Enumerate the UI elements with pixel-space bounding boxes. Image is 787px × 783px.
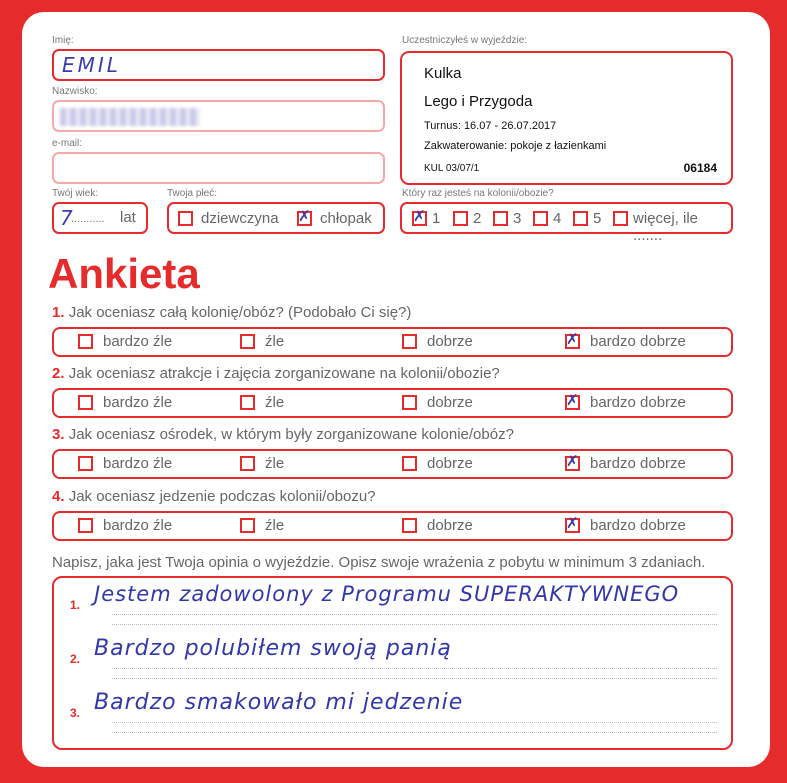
question-text: Jak oceniasz atrakcje i zajęcia zorganizowane na kolonii/obozie? bbox=[68, 365, 500, 382]
check-mark-icon: ✗ bbox=[566, 514, 579, 532]
surname-blurred bbox=[60, 108, 200, 126]
answer-option-label: bardzo dobrze bbox=[590, 394, 686, 411]
camp-number: 06184 bbox=[683, 161, 717, 175]
opinion-line-number: 3. bbox=[70, 706, 81, 720]
answer-checkbox[interactable] bbox=[565, 514, 580, 533]
opinion-rule bbox=[112, 624, 717, 625]
answer-row-3 bbox=[52, 449, 733, 479]
question-2 bbox=[52, 365, 500, 382]
opinion-prompt: Napisz, jaka jest Twoja opinia o wyjeździe. Opisz swoje wrażenia z pobytu w minimum 3 zdaniach. bbox=[52, 554, 706, 571]
age-label: Twój wiek: bbox=[52, 188, 99, 199]
checkbox-times-3[interactable] bbox=[493, 211, 508, 226]
gender-label: Twoja płeć: bbox=[167, 188, 218, 199]
check-mark-icon: ✗ bbox=[298, 207, 311, 225]
check-mark-icon: ✗ bbox=[566, 452, 579, 470]
checkbox-times-1[interactable] bbox=[412, 207, 427, 226]
age-dots: ........... bbox=[71, 213, 105, 225]
check-mark-icon: ✗ bbox=[566, 330, 579, 348]
answer-row-2 bbox=[52, 388, 733, 418]
times-option-4: 4 bbox=[553, 210, 562, 227]
question-text: Jak oceniasz ośrodek, w którym były zorganizowane kolonie/obóz? bbox=[68, 426, 514, 443]
answer-checkbox[interactable] bbox=[402, 456, 417, 471]
answer-checkbox[interactable] bbox=[78, 456, 93, 471]
check-mark-icon: ✗ bbox=[566, 391, 579, 409]
answer-checkbox[interactable] bbox=[402, 395, 417, 410]
checkbox-times-5[interactable] bbox=[573, 211, 588, 226]
opinion-line-2: Bardzo polubiłem swoją panią bbox=[94, 636, 452, 661]
opinion-rule bbox=[112, 678, 717, 679]
answer-option-label: źle bbox=[265, 455, 285, 472]
surname-field[interactable] bbox=[52, 100, 385, 132]
gender-option-girl: dziewczyna bbox=[201, 210, 279, 227]
checkbox-boy[interactable] bbox=[297, 207, 312, 226]
answer-checkbox[interactable] bbox=[240, 518, 255, 533]
opinion-line-number: 1. bbox=[70, 598, 81, 612]
answer-checkbox[interactable] bbox=[78, 395, 93, 410]
answer-checkbox[interactable] bbox=[402, 334, 417, 349]
answer-checkbox[interactable] bbox=[565, 330, 580, 349]
answer-checkbox[interactable] bbox=[78, 518, 93, 533]
email-label: e-mail: bbox=[52, 138, 83, 149]
age-field[interactable] bbox=[52, 202, 148, 234]
question-number: 3. bbox=[52, 426, 65, 443]
question-3 bbox=[52, 426, 514, 443]
question-number: 2. bbox=[52, 365, 65, 382]
answer-option-label: dobrze bbox=[427, 333, 473, 350]
answer-option-label: bardzo źle bbox=[103, 455, 173, 472]
camp-accommodation: Zakwaterowanie: pokoje z łazienkami bbox=[424, 140, 607, 152]
answer-checkbox[interactable] bbox=[240, 456, 255, 471]
question-4 bbox=[52, 488, 376, 505]
survey-sheet bbox=[22, 12, 770, 767]
question-text: Jak oceniasz całą kolonię/obóz? (Podobało Ci się?) bbox=[68, 304, 412, 321]
name-field[interactable] bbox=[52, 49, 385, 81]
times-option-1: 1 bbox=[432, 210, 441, 227]
checkbox-times-more[interactable] bbox=[613, 211, 628, 226]
answer-row-4 bbox=[52, 511, 733, 541]
email-field[interactable] bbox=[52, 152, 385, 184]
camp-program: Lego i Przygoda bbox=[424, 93, 533, 110]
question-text: Jak oceniasz jedzenie podczas kolonii/obozu? bbox=[68, 488, 376, 505]
answer-checkbox[interactable] bbox=[565, 391, 580, 410]
age-value: 7 bbox=[60, 206, 73, 230]
answer-checkbox[interactable] bbox=[565, 452, 580, 471]
answer-checkbox[interactable] bbox=[78, 334, 93, 349]
opinion-rule bbox=[112, 668, 717, 669]
checkbox-times-4[interactable] bbox=[533, 211, 548, 226]
times-option-5: 5 bbox=[593, 210, 602, 227]
camp-turnus: Turnus: 16.07 - 26.07.2017 bbox=[424, 120, 557, 132]
answer-option-label: dobrze bbox=[427, 517, 473, 534]
answer-option-label: bardzo dobrze bbox=[590, 455, 686, 472]
opinion-line-number: 2. bbox=[70, 652, 81, 666]
gender-field bbox=[167, 202, 385, 234]
name-label: Imię: bbox=[52, 35, 74, 46]
opinion-box[interactable] bbox=[52, 576, 733, 750]
question-1 bbox=[52, 304, 411, 321]
answer-option-label: bardzo dobrze bbox=[590, 517, 686, 534]
camp-code: KUL 03/07/1 bbox=[424, 163, 480, 174]
answer-checkbox[interactable] bbox=[402, 518, 417, 533]
name-value: EMIL bbox=[62, 53, 121, 77]
checkbox-times-2[interactable] bbox=[453, 211, 468, 226]
times-option-2: 2 bbox=[473, 210, 482, 227]
answer-option-label: źle bbox=[265, 333, 285, 350]
age-unit: lat bbox=[120, 209, 136, 226]
checkbox-girl[interactable] bbox=[178, 211, 193, 226]
camp-name: Kulka bbox=[424, 65, 462, 82]
times-option-more: więcej, ile ....... bbox=[633, 210, 699, 244]
answer-option-label: bardzo źle bbox=[103, 517, 173, 534]
answer-option-label: bardzo dobrze bbox=[590, 333, 686, 350]
answer-option-label: bardzo źle bbox=[103, 394, 173, 411]
opinion-rule bbox=[112, 722, 717, 723]
answer-option-label: bardzo źle bbox=[103, 333, 173, 350]
times-label: Który raz jesteś na kolonii/obozie? bbox=[402, 188, 554, 199]
answer-option-label: dobrze bbox=[427, 394, 473, 411]
answer-row-1 bbox=[52, 327, 733, 357]
answer-checkbox[interactable] bbox=[240, 334, 255, 349]
opinion-rule bbox=[112, 614, 717, 615]
surname-label: Nazwisko: bbox=[52, 86, 98, 97]
answer-checkbox[interactable] bbox=[240, 395, 255, 410]
answer-option-label: źle bbox=[265, 394, 285, 411]
check-mark-icon: ✗ bbox=[413, 207, 426, 225]
participant-label: Uczestniczyłeś w wyjeździe: bbox=[402, 35, 528, 46]
times-option-3: 3 bbox=[513, 210, 522, 227]
camp-ticket bbox=[400, 51, 733, 185]
opinion-line-3: Bardzo smakowało mi jedzenie bbox=[94, 690, 464, 715]
answer-option-label: dobrze bbox=[427, 455, 473, 472]
question-number: 4. bbox=[52, 488, 65, 505]
opinion-rule bbox=[112, 732, 717, 733]
gender-option-boy: chłopak bbox=[320, 210, 372, 227]
opinion-line-1: Jestem zadowolony z Programu SUPERAKTYWNEGO bbox=[94, 582, 680, 606]
times-field bbox=[400, 202, 733, 244]
question-number: 1. bbox=[52, 304, 65, 321]
survey-title: Ankieta bbox=[48, 250, 200, 297]
answer-option-label: źle bbox=[265, 517, 285, 534]
